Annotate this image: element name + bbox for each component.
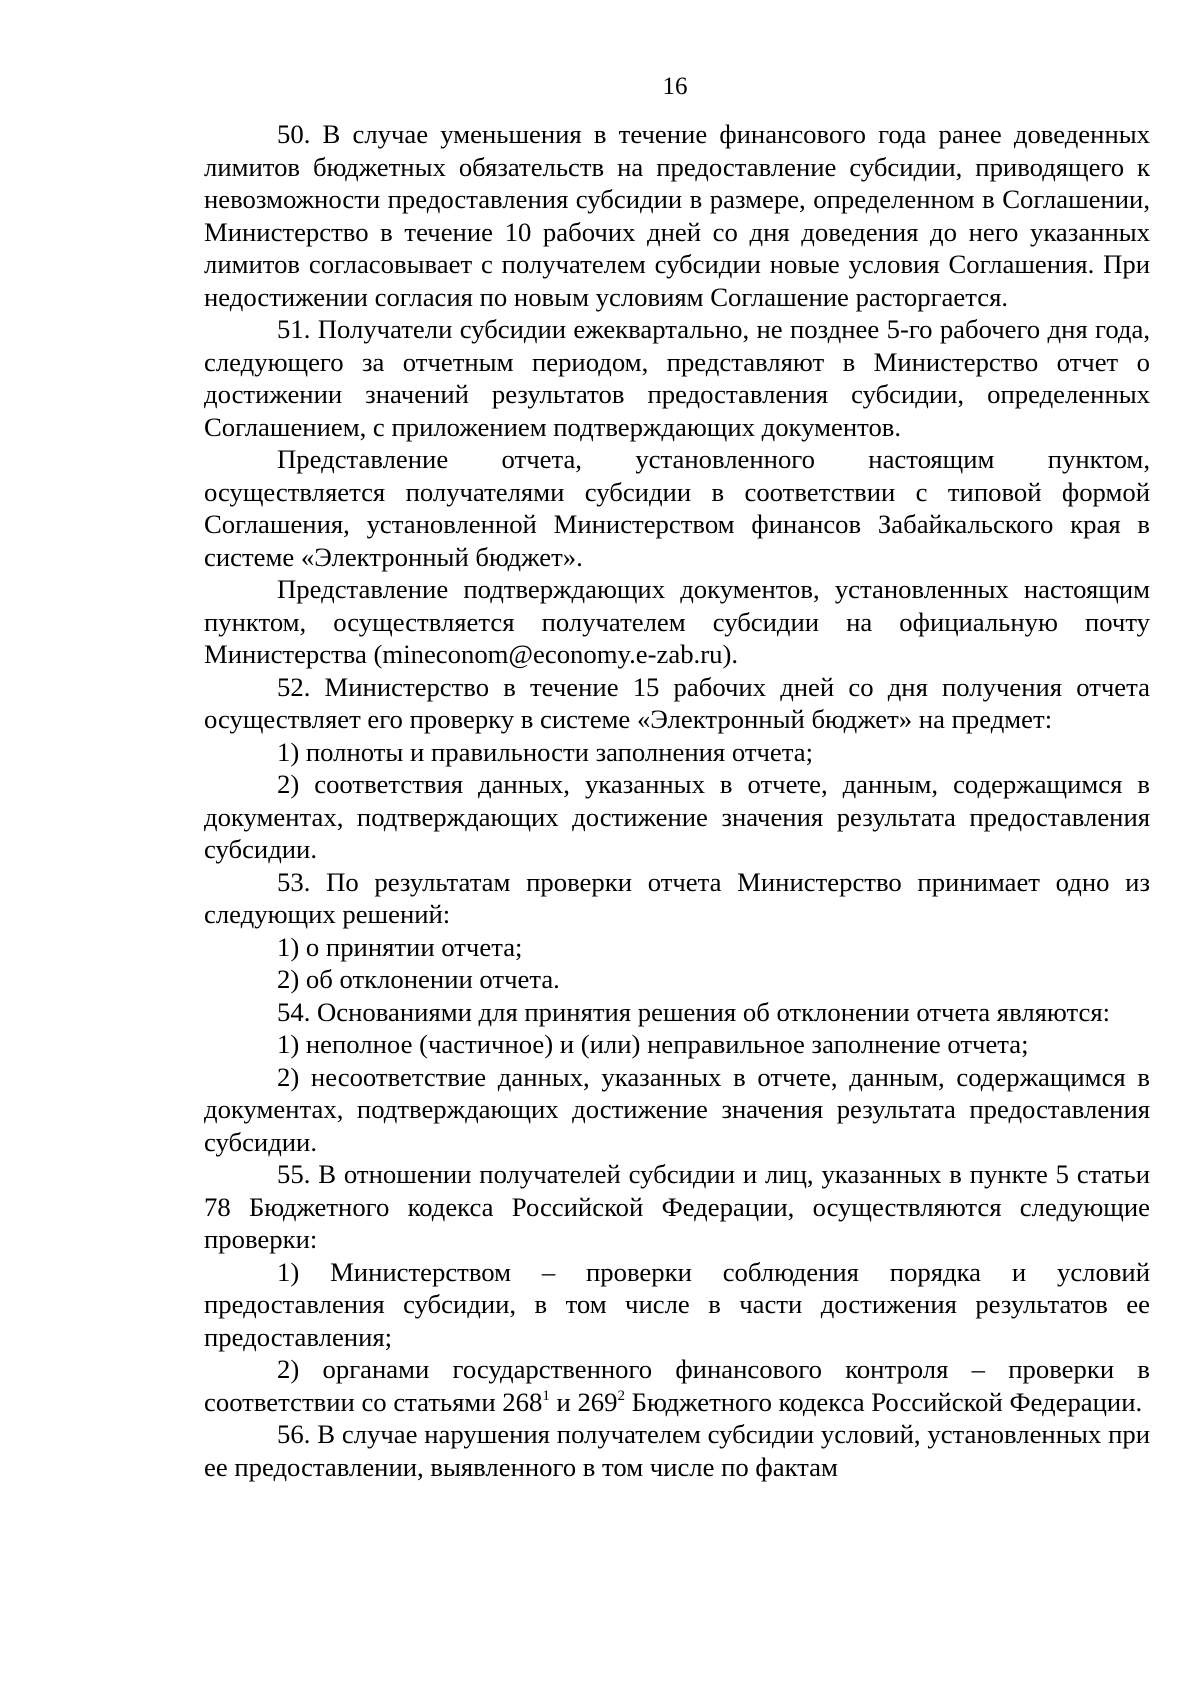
document-body	[204, 118, 1150, 1483]
paragraph-51: 51. Получатели субсидии ежеквартально, не позднее 5-го рабочего дня года, следующего за отчетным периодом, представляют в Министерство отчет о достижении значений результатов предоставления субсидии, определенных Соглашением, с приложением подтверждающих документов.	[204, 314, 1150, 442]
paragraph-55-item-2-text-middle: и 269	[549, 1386, 618, 1417]
paragraph-53-item-1: 1) о принятии отчета;	[277, 931, 523, 962]
page-number: 16	[662, 73, 688, 100]
paragraph-54: 54. Основаниями для принятия решения об отклонении отчета являются:	[277, 996, 1111, 1027]
paragraph-52-item-2: 2) соответствия данных, указанных в отчете, данным, содержащимся в документах, подтверждающих достижение значения результата предоставления субсидии.	[204, 769, 1150, 864]
paragraph-53-item-2: 2) об отклонении отчета.	[277, 964, 560, 994]
article-269-superscript: 2	[617, 1387, 625, 1404]
paragraph-56: 56. В случае нарушения получателем субсидии условий, установленных при ее предоставлении, выявленного в том числе по фактам	[204, 1419, 1150, 1482]
paragraph-50: 50. В случае уменьшения в течение финансового года ранее доведенных лимитов бюджетных обязательств на предоставление субсидии, приводящего к невозможности предоставления субсидии в размере, определенном в Соглашении, Министерство в течение 10 рабочих дней со дня доведения до него указанных лимитов согласовывает с получателем субсидии новые условия Соглашения. При недостижении согласия по новым условиям Соглашение расторгается.	[204, 119, 1150, 312]
paragraph-52: 52. Министерство в течение 15 рабочих дней со дня получения отчета осуществляет его проверку в системе «Электронный бюджет» на предмет:	[204, 671, 1150, 734]
paragraph-55: 55. В отношении получателей субсидии и лиц, указанных в пункте 5 статьи 78 Бюджетного кодекса Российской Федерации, осуществляются следующие проверки:	[204, 1159, 1150, 1254]
paragraph-51-documents: Представление подтверждающих документов, установленных настоящим пунктом, осуществляется получателем субсидии на официальную почту Министерства (mineconom@economy.e-zab.ru).	[204, 574, 1150, 669]
paragraph-55-item-2-text-end: Бюджетного кодекса Российской Федерации.	[624, 1386, 1143, 1417]
paragraph-53: 53. По результатам проверки отчета Министерство принимает одно из следующих решений:	[204, 866, 1150, 929]
article-268-superscript: 1	[542, 1387, 550, 1404]
paragraph-55-item-2-text-start: 2) органами государственного финансового контроля – проверки в соответствии со статьями 268	[204, 1354, 1150, 1417]
paragraph-51-report-form: Представление отчета, установленного настоящим пунктом, осуществляется получателями субсидии в соответствии с типовой формой Соглашения, установленной Министерством финансов Забайкальского края в системе «Электронный бюджет».	[204, 444, 1150, 572]
paragraph-55-item-2	[204, 1353, 1150, 1418]
paragraph-54-item-2: 2) несоответствие данных, указанных в отчете, данным, содержащимся в документах, подтверждающих достижение значения результата предоставления субсидии.	[204, 1061, 1150, 1157]
paragraph-55-item-1: 1) Министерством – проверки соблюдения порядка и условий предоставления субсидии, в том числе в части достижения результатов ее предоставления;	[204, 1256, 1150, 1352]
paragraph-54-item-1: 1) неполное (частичное) и (или) неправильное заполнение отчета;	[277, 1029, 1029, 1059]
paragraph-52-item-1: 1) полноты и правильности заполнения отчета;	[277, 736, 814, 767]
